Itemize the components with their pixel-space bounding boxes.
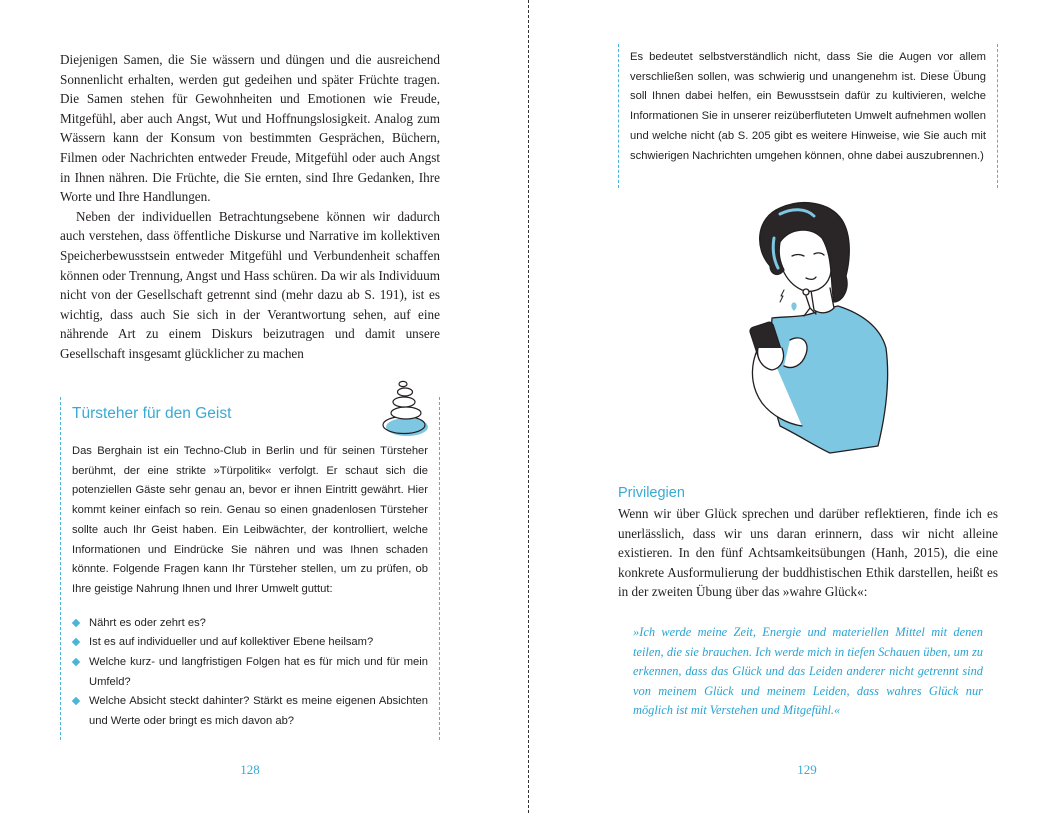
box-title: Türsteher für den Geist — [72, 405, 232, 422]
page-gutter — [528, 0, 529, 813]
diamond-bullet-icon — [72, 638, 80, 646]
right-paragraph: Wenn wir über Glück sprechen und darüber reflektieren, finde ich es unerlässlich, dass wir uns daran erinnern, dass wir nicht alleine existieren. In den fünf Achtsamkeitsübungen (Hanh, 2015), die eine konkrete Ausformulierung der buddhistischen Ethik darstellen, heißt es in der zweiten Übung über das »wahre Glück«: — [618, 506, 998, 600]
continued-box — [618, 44, 998, 188]
left-paragraph-1: Diejenigen Samen, die Sie wässern und düngen und die ausreichend Sonnenlicht erhalten, werden gut gedeihen und später Früchte tragen. Die Samen stehen für Gewohnheiten und Emotionen wie Freude, Mitgefühl, aber auch Angst, Wut und Hoffnungslosigkeit. Analog zum Wässern kann der Konsum von bestimmten Gesprächen, Büchern, Filmen oder Nachrichten entweder Freude, Mitgefühl oder auch Angst in Ihnen nähren. Die Früchte, die Sie ernten, sind Ihre Gedanken, Ihre Worte und Ihre Handlungen. — [60, 52, 440, 205]
left-page — [0, 0, 528, 813]
page-number-left: 128 — [240, 762, 260, 777]
list-item: Welche kurz- und langfristigen Folgen hat es für mich und für mein Umfeld? — [72, 653, 428, 692]
left-body-text — [60, 50, 440, 364]
diamond-bullet-icon — [72, 697, 80, 705]
left-paragraph-2: Neben der individuellen Betrachtungsebene können wir dadurch auch verstehen, dass öffentliche Diskurse und Narrative im kollektiven Speicherbewusstsein entweder Mitgefühl und Verbundenheit schaffen können oder Trennung, Angst und Hass schüren. Da wir als Individuum nicht von der Gesellschaft getrennt sind (mehr dazu ab S. 191), ist es wichtig, dass auch Sie sich in der Verantwortung sehen, auf eine nährende Art zu einem Diskurs beizutragen und damit unsere Gesellschaft insgesamt glücklicher zu machen — [60, 208, 440, 361]
list-item: Welche Absicht steckt dahinter? Stärkt es meine eigenen Absichten und Werte oder bringt es mich davon ab? — [72, 692, 428, 731]
box-paragraph: Das Berghain ist ein Techno-Club in Berlin und für seinen Türsteher berühmt, der eine strikte »Türpolitik« verfolgt. Er schaut sich die potenziellen Gäste sehr genau an, bevor er ihnen Eintritt gewährt. Hier kommt keiner einfach so rein. Genau so einen gnadenlosen Türsteher sollte auch Ihr Geist haben. Ein Leibwächter, der kontrolliert, welche Informationen und Eindrücke Sie nähren und was Ihnen schaden könnte. Folgende Fragen kann Ihr Türsteher stellen, um zu prüfen, ob Ihre geistige Nahrung Ihnen und Ihrer Umwelt guttut: — [72, 445, 428, 595]
diamond-bullet-icon — [72, 618, 80, 626]
right-page — [530, 0, 1058, 813]
diamond-bullet-icon — [72, 658, 80, 666]
list-item: Ist es auf individueller und auf kollektiver Ebene heilsam? — [72, 633, 428, 653]
question-list — [72, 614, 428, 732]
list-item: Nährt es oder zehrt es? — [72, 614, 428, 634]
quote-block: »Ich werde meine Zeit, Energie und materiellen Mittel mit denen teilen, die sie brauchen. Ich werde mich in tiefen Schauen üben, um zu erkennen, dass das Glück und das Leiden anderer nicht getrennt sind von meinem Glück und meinem Leiden, dass wahres Glück nur möglich ist mit Verstehen und Mitgefühl.« — [633, 625, 983, 718]
tuersteher-box — [60, 397, 440, 740]
woman-with-phone-illustration — [710, 198, 910, 463]
section-heading: Privilegien — [618, 485, 685, 501]
page-number-right: 129 — [797, 762, 817, 777]
box-continued-text: Es bedeutet selbstverständlich nicht, dass Sie die Augen vor allem verschließen sollen, was schwierig und unangenehm ist. Diese Übung soll Ihnen dabei helfen, ein Bewusstsein dafür zu kultivieren, welche Informationen Sie in unserer reizüberfluteten Umwelt aufnehmen wollen und welche nicht (ab S. 205 gibt es weitere Hinweise, wie Sie auch mit schwierigen Nachrichten umgehen können, ohne dabei auszubrennen.) — [630, 51, 986, 162]
